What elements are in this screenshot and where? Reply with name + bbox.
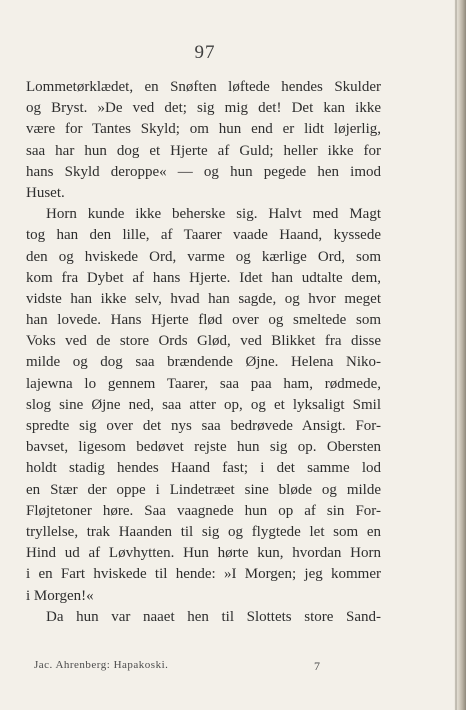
page-footer xyxy=(34,659,324,671)
text-line: han lovede. Hans Hjerte flød over og smeltede som xyxy=(26,312,381,329)
text-line: Huset. xyxy=(26,184,65,201)
text-line: Fløjtetoner høre. Saa vaagnede hun op af sin For- xyxy=(26,502,381,519)
text-line: lajewna lo gennem Taarer, saa paa ham, rødmede, xyxy=(26,375,381,392)
text-line: være for Tantes Skyld; om hun end er lidt løjerlig, xyxy=(26,121,381,138)
page-edge-line xyxy=(455,0,457,710)
text-line: en Stær der oppe i Lindetræet sine bløde og milde xyxy=(26,481,381,498)
body-text xyxy=(26,77,381,628)
text-line: saa har hun dog et Hjerte af Guld; heller ikke for xyxy=(26,142,381,159)
text-line: holdt stadig hendes Haand fast; i det samme lod xyxy=(26,460,381,477)
text-line: vidste han ikke selv, hvad han sagde, og hvor meget xyxy=(26,290,381,307)
text-line: den og hviskede Ord, varme og kærlige Ord, som xyxy=(26,248,381,265)
text-line: Da hun var naaet hen til Slottets store Sand- xyxy=(46,608,381,625)
text-line: i Morgen!« xyxy=(26,587,94,604)
text-line: Lommetørklædet, en Snøften løftede hendes Skulder xyxy=(26,79,381,95)
text-line: bavset, ligesom bedøvet rejste hun sig op. Obersten xyxy=(26,439,381,456)
footer-signature-mark: 7 xyxy=(314,659,321,673)
text-line: Voks ved de store Ords Glød, ved Blikket fra disse xyxy=(26,333,381,350)
text-line: tog han den lille, af Taarer vaade Haand, kyssede xyxy=(26,227,381,244)
page-number: 97 xyxy=(194,42,216,63)
text-line: Hind ud af Løvhytten. Hun hørte kun, hvordan Horn xyxy=(26,545,381,562)
text-line: hans Skyld deroppe« — og hun pegede hen imod xyxy=(26,163,381,180)
text-line: og Bryst. »De ved det; sig mig det! Det kan ikke xyxy=(26,100,381,117)
text-line: Horn kunde ikke beherske sig. Halvt med Magt xyxy=(46,206,381,223)
text-line: kom fra Dybet af hans Hjerte. Idet han udtalte dem, xyxy=(26,269,381,286)
text-line: spredte sig over det nys saa bedrøvede Ansigt. For- xyxy=(26,418,381,434)
text-line: milde og dog saa brændende Øjne. Helena Niko- xyxy=(26,354,381,371)
text-line: i en Fart hviskede til hende: »I Morgen; jeg kommer xyxy=(26,566,381,583)
footer-signature: Jac. Ahrenberg: Hapakoski. xyxy=(34,659,169,671)
text-line: tryllelse, trak Haanden til sig og flygtede let som en xyxy=(26,523,381,540)
text-line: slog sine Øjne ned, saa atter op, og et lyksaligt Smil xyxy=(26,396,381,413)
